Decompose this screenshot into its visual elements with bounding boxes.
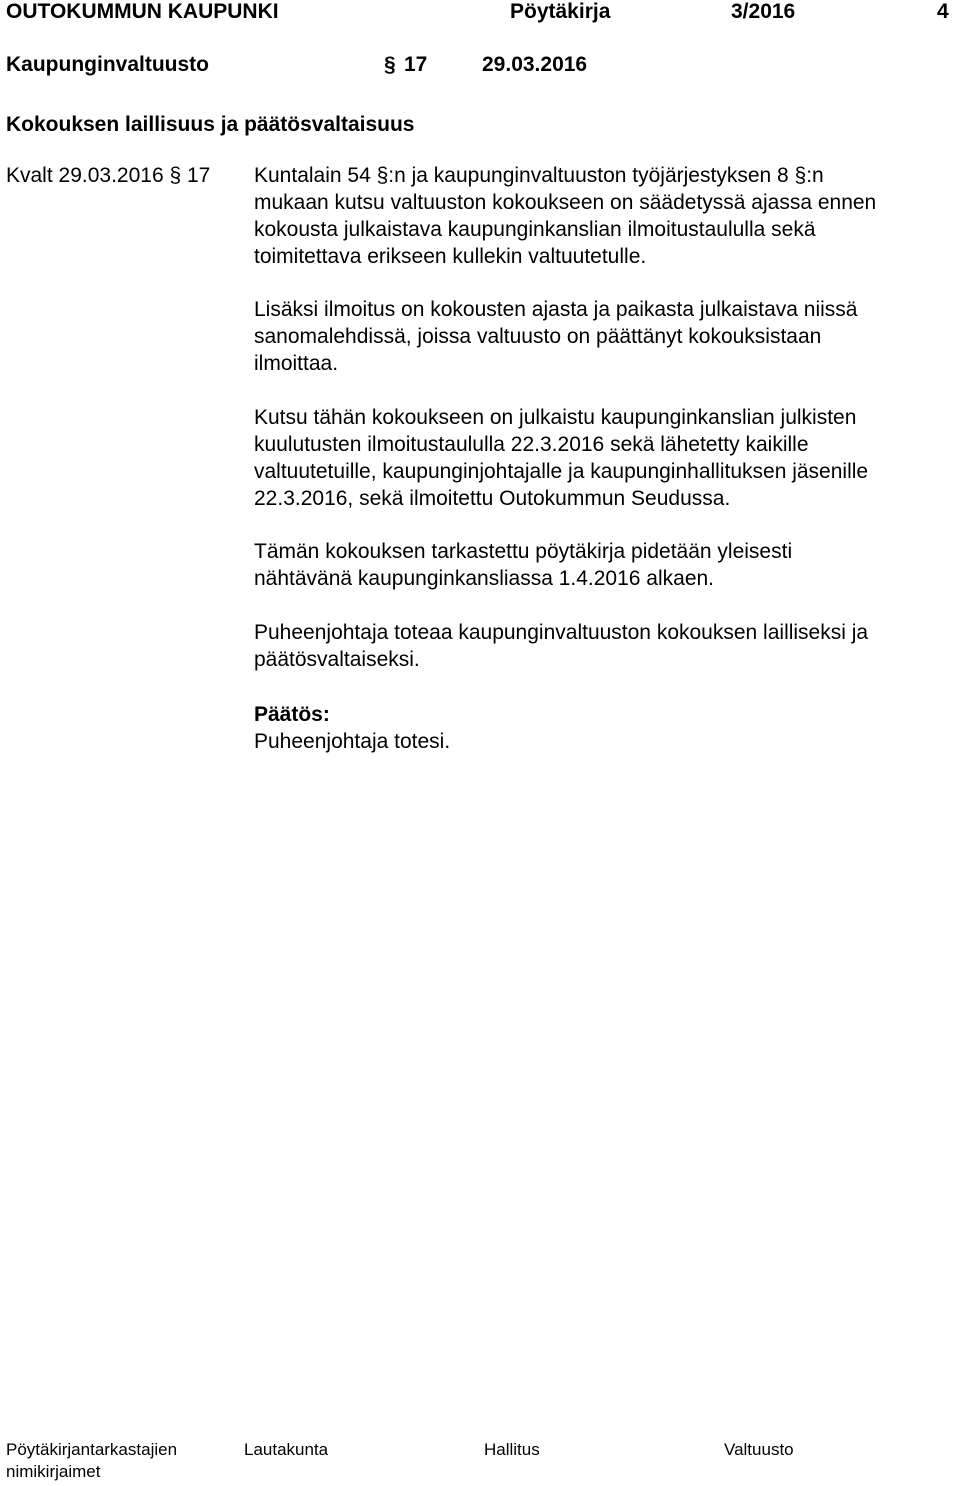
paragraph-4: [254, 538, 954, 592]
section-title: Kokouksen laillisuus ja päätösvaltaisuus: [6, 113, 415, 136]
footer-initials-label: [6, 1439, 177, 1483]
meeting-date: 29.03.2016: [482, 53, 588, 76]
page-number: 4: [937, 0, 949, 23]
decision-label: Päätös:: [254, 703, 330, 726]
paragraph-5: [254, 619, 954, 673]
footer-board-label: Lautakunta: [244, 1440, 329, 1459]
decision-text: Puheenjohtaja totesi.: [254, 730, 451, 753]
paragraph-line: sanomalehdissä, joissa valtuusto on päättänyt kokouksistaan: [254, 325, 822, 348]
footer-council-label: Valtuusto: [724, 1440, 794, 1459]
document-type: Pöytäkirja: [510, 0, 611, 23]
paragraph-line: Tämän kokouksen tarkastettu pöytäkirja pidetään yleisesti: [254, 540, 793, 563]
paragraph-line: valtuutetuille, kaupunginjohtajalle ja kaupunginhallituksen jäsenille: [254, 460, 869, 483]
reference-symbol: §: [169, 164, 182, 187]
reference-number: 17: [187, 164, 211, 187]
paragraph-line: 22.3.2016, sekä ilmoitettu Outokummun Seudussa.: [254, 487, 731, 510]
footer-initials-line2: nimikirjaimet: [6, 1462, 101, 1481]
footer-initials-line1: Pöytäkirjantarkastajien: [6, 1440, 178, 1459]
paragraph-line: nähtävänä kaupunginkansliassa 1.4.2016 alkaen.: [254, 567, 715, 590]
paragraph-line: mukaan kutsu valtuuston kokoukseen on säädetyssä ajassa ennen: [254, 191, 877, 214]
paragraph-line: kokousta julkaistava kaupunginkanslian ilmoitustaululla sekä: [254, 218, 816, 241]
paragraph-2: [254, 296, 954, 377]
paragraph-1: [254, 162, 954, 270]
paragraph-line: ilmoittaa.: [254, 352, 339, 375]
paragraph-line: toimitettava erikseen kullekin valtuutetulle.: [254, 245, 647, 268]
footer-executive-label: Hallitus: [484, 1440, 540, 1459]
paragraph-line: Puheenjohtaja toteaa kaupunginvaltuuston kokouksen lailliseksi ja: [254, 621, 869, 644]
paragraph-3: [254, 404, 954, 512]
section-number: 17: [404, 53, 428, 76]
paragraph-line: Kuntalain 54 §:n ja kaupunginvaltuuston työjärjestyksen 8 §:n: [254, 164, 824, 187]
item-reference: [6, 162, 210, 189]
municipality-name: OUTOKUMMUN KAUPUNKI: [6, 0, 279, 23]
document-number: 3/2016: [731, 0, 796, 23]
governing-body: Kaupunginvaltuusto: [6, 53, 209, 76]
paragraph-line: Kutsu tähän kokoukseen on julkaistu kaupunginkanslian julkisten: [254, 406, 857, 429]
paragraph-line: päätösvaltaiseksi.: [254, 648, 420, 671]
reference-prefix: Kvalt 29.03.2016: [6, 164, 164, 187]
paragraph-line: kuulutusten ilmoitustaululla 22.3.2016 sekä lähetetty kaikille: [254, 433, 809, 456]
paragraph-line: Lisäksi ilmoitus on kokousten ajasta ja paikasta julkaistava niissä: [254, 298, 858, 321]
section-symbol: §: [384, 53, 396, 76]
